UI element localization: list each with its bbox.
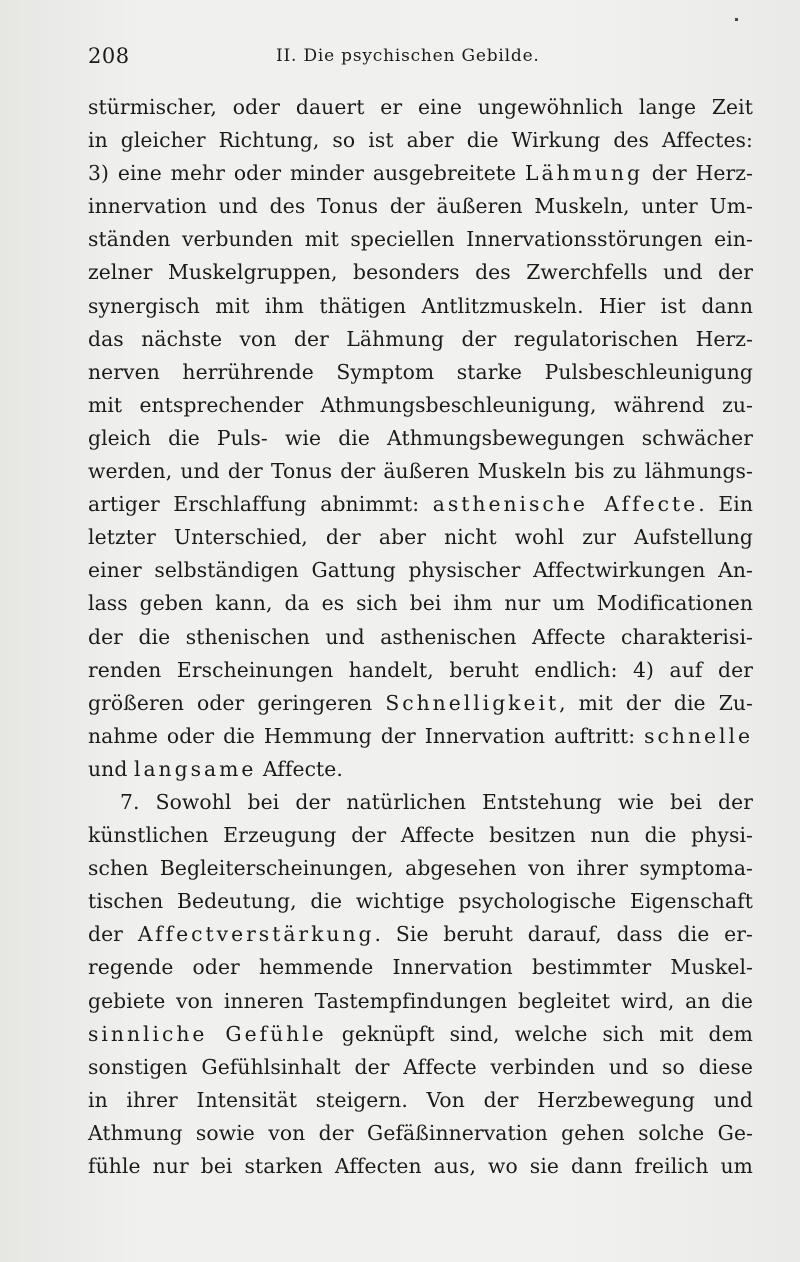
- line-text: innervation und des Tonus der äußeren Muskeln, unter Um-: [88, 194, 753, 219]
- line-text: nerven herrührende Symptom starke Pulsbeschleunigung: [88, 359, 753, 384]
- line-text: gebiete von inneren Tastempfindungen begleitet wird, an die: [88, 988, 753, 1013]
- line-text: in ihrer Intensität steigern. Von der Herzbewegung und: [88, 1087, 753, 1112]
- text-line: [88, 720, 753, 753]
- text-line: [88, 323, 753, 356]
- page-header: [88, 44, 748, 74]
- line-text: geknüpft sind, welche sich mit dem: [326, 1021, 754, 1046]
- line-text: künstlichen Erzeugung der Affecte besitzen nun die physi-: [88, 823, 753, 848]
- line-text: letzter Unterschied, der aber nicht wohl zur Aufstellung: [88, 525, 753, 550]
- text-line: [88, 951, 753, 984]
- body-text: [88, 91, 753, 1183]
- text-line: [88, 918, 753, 951]
- text-line: [88, 885, 753, 918]
- line-text: größeren oder geringeren: [88, 690, 386, 715]
- line-text: . Sie beruht darauf, dass die er-: [374, 922, 753, 947]
- line-text: mit entsprechender Athmungsbeschleunigung, während zu-: [88, 392, 753, 417]
- text-line: [88, 1018, 753, 1051]
- text-line: [88, 1084, 753, 1117]
- line-text: tischen Bedeutung, die wichtige psychologische Eigenschaft: [88, 889, 753, 914]
- line-text: der Herz-: [642, 161, 754, 186]
- text-line: [88, 1117, 753, 1150]
- page-number: 208: [88, 44, 130, 68]
- text-line: [88, 190, 753, 223]
- running-title: II. Die psychischen Gebilde.: [276, 46, 540, 66]
- line-text: , mit der die Zu-: [559, 690, 753, 715]
- text-line: [88, 124, 753, 157]
- line-text: 3) eine mehr oder minder ausgebreitete: [88, 161, 525, 186]
- line-text: fühle nur bei starken Affecten aus, wo sie dann freilich um: [88, 1154, 753, 1178]
- text-line: [88, 1150, 753, 1183]
- line-text: und: [88, 756, 134, 781]
- text-line: [88, 422, 753, 455]
- text-line: [88, 819, 753, 852]
- line-text: renden Erscheinungen handelt, beruht endlich: 4) auf der: [88, 657, 753, 682]
- spaced-emphasis: sinnliche Gefühle: [88, 1021, 327, 1046]
- line-text: der die sthenischen und asthenischen Affecte charakterisi-: [88, 624, 753, 649]
- line-text: regende oder hemmende Innervation bestimmter Muskel-: [88, 955, 753, 980]
- line-text: sonstigen Gefühlsinhalt der Affecte verbinden und so diese: [88, 1054, 753, 1079]
- spaced-emphasis: langsame: [133, 756, 257, 781]
- line-text: synergisch mit ihm thätigen Antlitzmuskeln. Hier ist dann: [88, 293, 753, 318]
- line-text: werden, und der Tonus der äußeren Muskeln bis zu lähmungs-: [88, 459, 753, 484]
- text-line: [88, 256, 753, 289]
- line-text: gleich die Puls- wie die Athmungsbewegungen schwächer: [88, 425, 753, 450]
- text-line: [88, 488, 753, 521]
- line-text: stürmischer, oder dauert er eine ungewöhnlich lange Zeit: [88, 95, 753, 119]
- spaced-emphasis: Lähmung: [524, 161, 643, 186]
- text-line: [88, 290, 753, 323]
- text-line: [88, 621, 753, 654]
- text-line: [88, 91, 753, 124]
- text-line: [88, 356, 753, 389]
- line-text: 7. Sowohl bei der natürlichen Entstehung wie bei der: [120, 789, 753, 814]
- spaced-emphasis: schnelle: [644, 723, 753, 748]
- line-text: nahme oder die Hemmung der Innervation auftritt:: [88, 723, 645, 748]
- line-text: der: [88, 922, 138, 947]
- spaced-emphasis: Schnelligkeit: [385, 690, 560, 715]
- text-line: [88, 753, 753, 786]
- text-line: [88, 587, 753, 620]
- line-text: lass geben kann, da es sich bei ihm nur um Modificationen: [88, 591, 753, 616]
- text-line: [88, 157, 753, 190]
- text-line: [88, 389, 753, 422]
- text-line: [88, 455, 753, 488]
- text-line: [88, 852, 753, 885]
- text-line: [88, 654, 753, 687]
- text-line: [88, 687, 753, 720]
- spaced-emphasis: Affectverstärkung: [137, 922, 375, 947]
- line-text: einer selbständigen Gattung physischer Affectwirkungen An-: [88, 558, 753, 583]
- text-line: [88, 223, 753, 256]
- line-text: schen Begleiterscheinungen, abgesehen von ihrer symptoma-: [88, 856, 753, 881]
- section-start-line: [88, 786, 753, 819]
- line-text: Affecte.: [256, 756, 343, 781]
- text-line: [88, 554, 753, 587]
- line-text: in gleicher Richtung, so ist aber die Wirkung des Affectes:: [88, 128, 753, 153]
- text-line: [88, 985, 753, 1018]
- line-text: . Ein: [698, 492, 754, 517]
- line-text: Athmung sowie von der Gefäßinnervation gehen solche Ge-: [88, 1120, 753, 1145]
- line-text: das nächste von der Lähmung der regulatorischen Herz-: [88, 326, 753, 351]
- line-text: ständen verbunden mit speciellen Innervationsstörungen ein-: [88, 227, 753, 252]
- text-line: [88, 1051, 753, 1084]
- text-line: [88, 521, 753, 554]
- spaced-emphasis: asthenische Affecte: [432, 492, 699, 517]
- print-speck: [735, 18, 738, 21]
- line-text: zelner Muskelgruppen, besonders des Zwerchfells und der: [88, 260, 753, 285]
- line-text: artiger Erschlaffung abnimmt:: [88, 492, 433, 517]
